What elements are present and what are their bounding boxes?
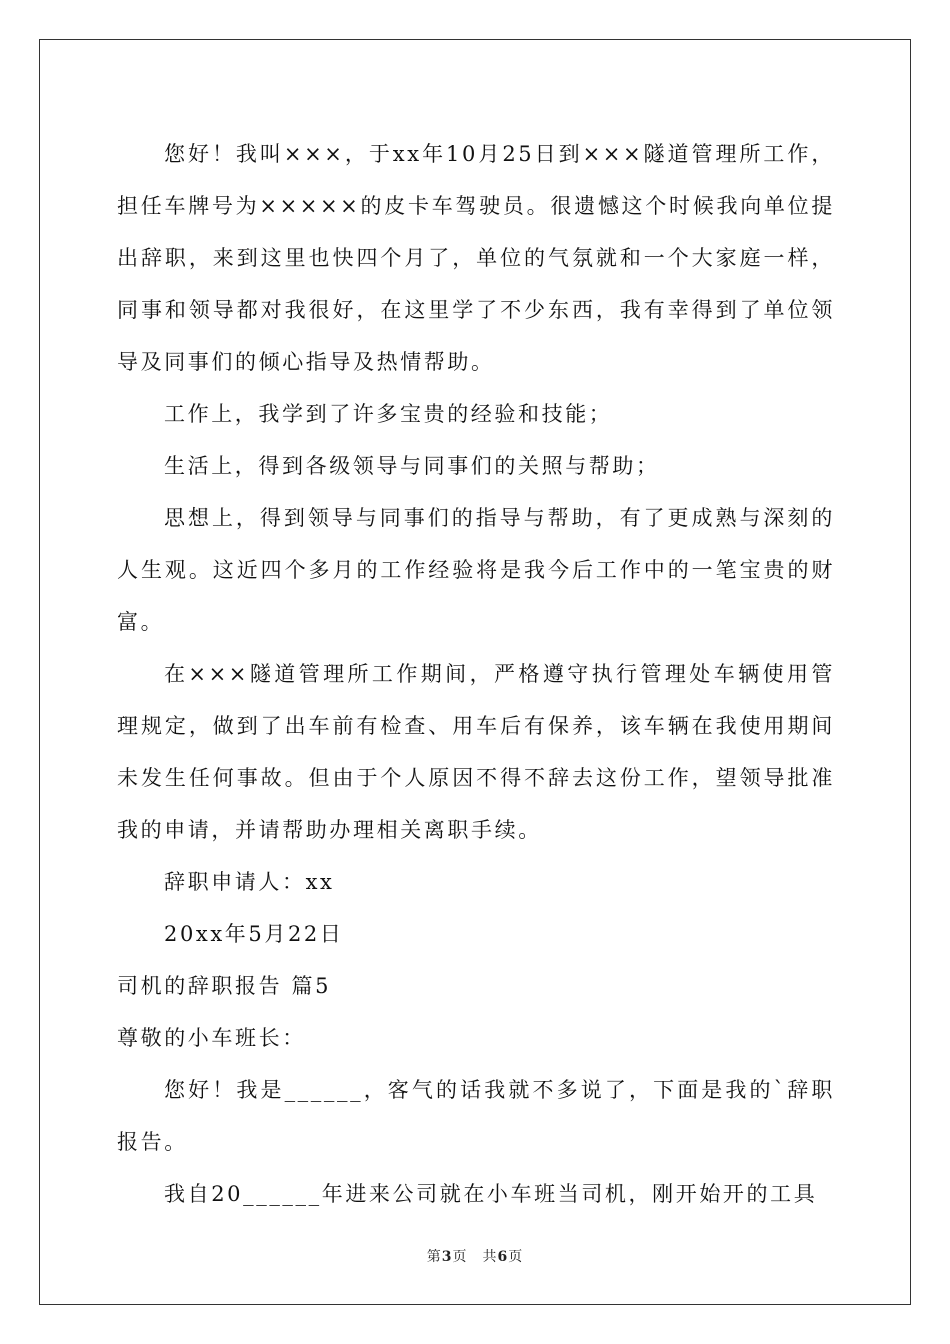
- salutation: 尊敬的小车班长：: [117, 1026, 306, 1050]
- signature-date: 20xx年5月22日: [164, 922, 344, 946]
- page-total: 6: [497, 1249, 509, 1265]
- page-mid: 页 共: [452, 1249, 498, 1265]
- paragraph-greeting: 您好！我是______，客气的话我就不多说了，下面是我的`辞职报告。: [117, 1078, 835, 1154]
- paragraph-intro: 您好！我叫×××，于xx年10月25日到×××隧道管理所工作，担任车牌号为×××××的皮卡车驾驶员。很遗憾这个时候我向单位提出辞职，来到这里也快四个月了，单位的气氛就和一个大家庭一样，同事和领导都对我很好，在这里学了不少东西，我有幸得到了单位领导及同事们的倾心指导及热情帮助。: [117, 142, 835, 374]
- paragraph-duty: 在×××隧道管理所工作期间，严格遵守执行管理处车辆使用管理规定，做到了出车前有检查、用车后有保养，该车辆在我使用期间未发生任何事故。但由于个人原因不得不辞去这份工作，望领导批准我的申请，并请帮助办理相关离职手续。: [117, 662, 835, 842]
- paragraph-history: 我自20______年进来公司就在小车班当司机，刚开始开的工具: [164, 1182, 818, 1206]
- paragraph-thought: 思想上，得到领导与同事们的指导与帮助，有了更成熟与深刻的人生观。这近四个多月的工作经验将是我今后工作中的一笔宝贵的财富。: [117, 506, 835, 634]
- section-title: 司机的辞职报告 篇5: [117, 974, 332, 998]
- page-number: [0, 1246, 950, 1266]
- document-body: [117, 128, 835, 1220]
- page-suffix: 页: [508, 1249, 524, 1265]
- signature-applicant: 辞职申请人：xx: [164, 870, 335, 894]
- page-prefix: 第: [426, 1249, 442, 1265]
- page-current: 3: [441, 1249, 453, 1265]
- paragraph-life: 生活上，得到各级领导与同事们的关照与帮助；: [164, 454, 660, 478]
- paragraph-work: 工作上，我学到了许多宝贵的经验和技能；: [164, 402, 613, 426]
